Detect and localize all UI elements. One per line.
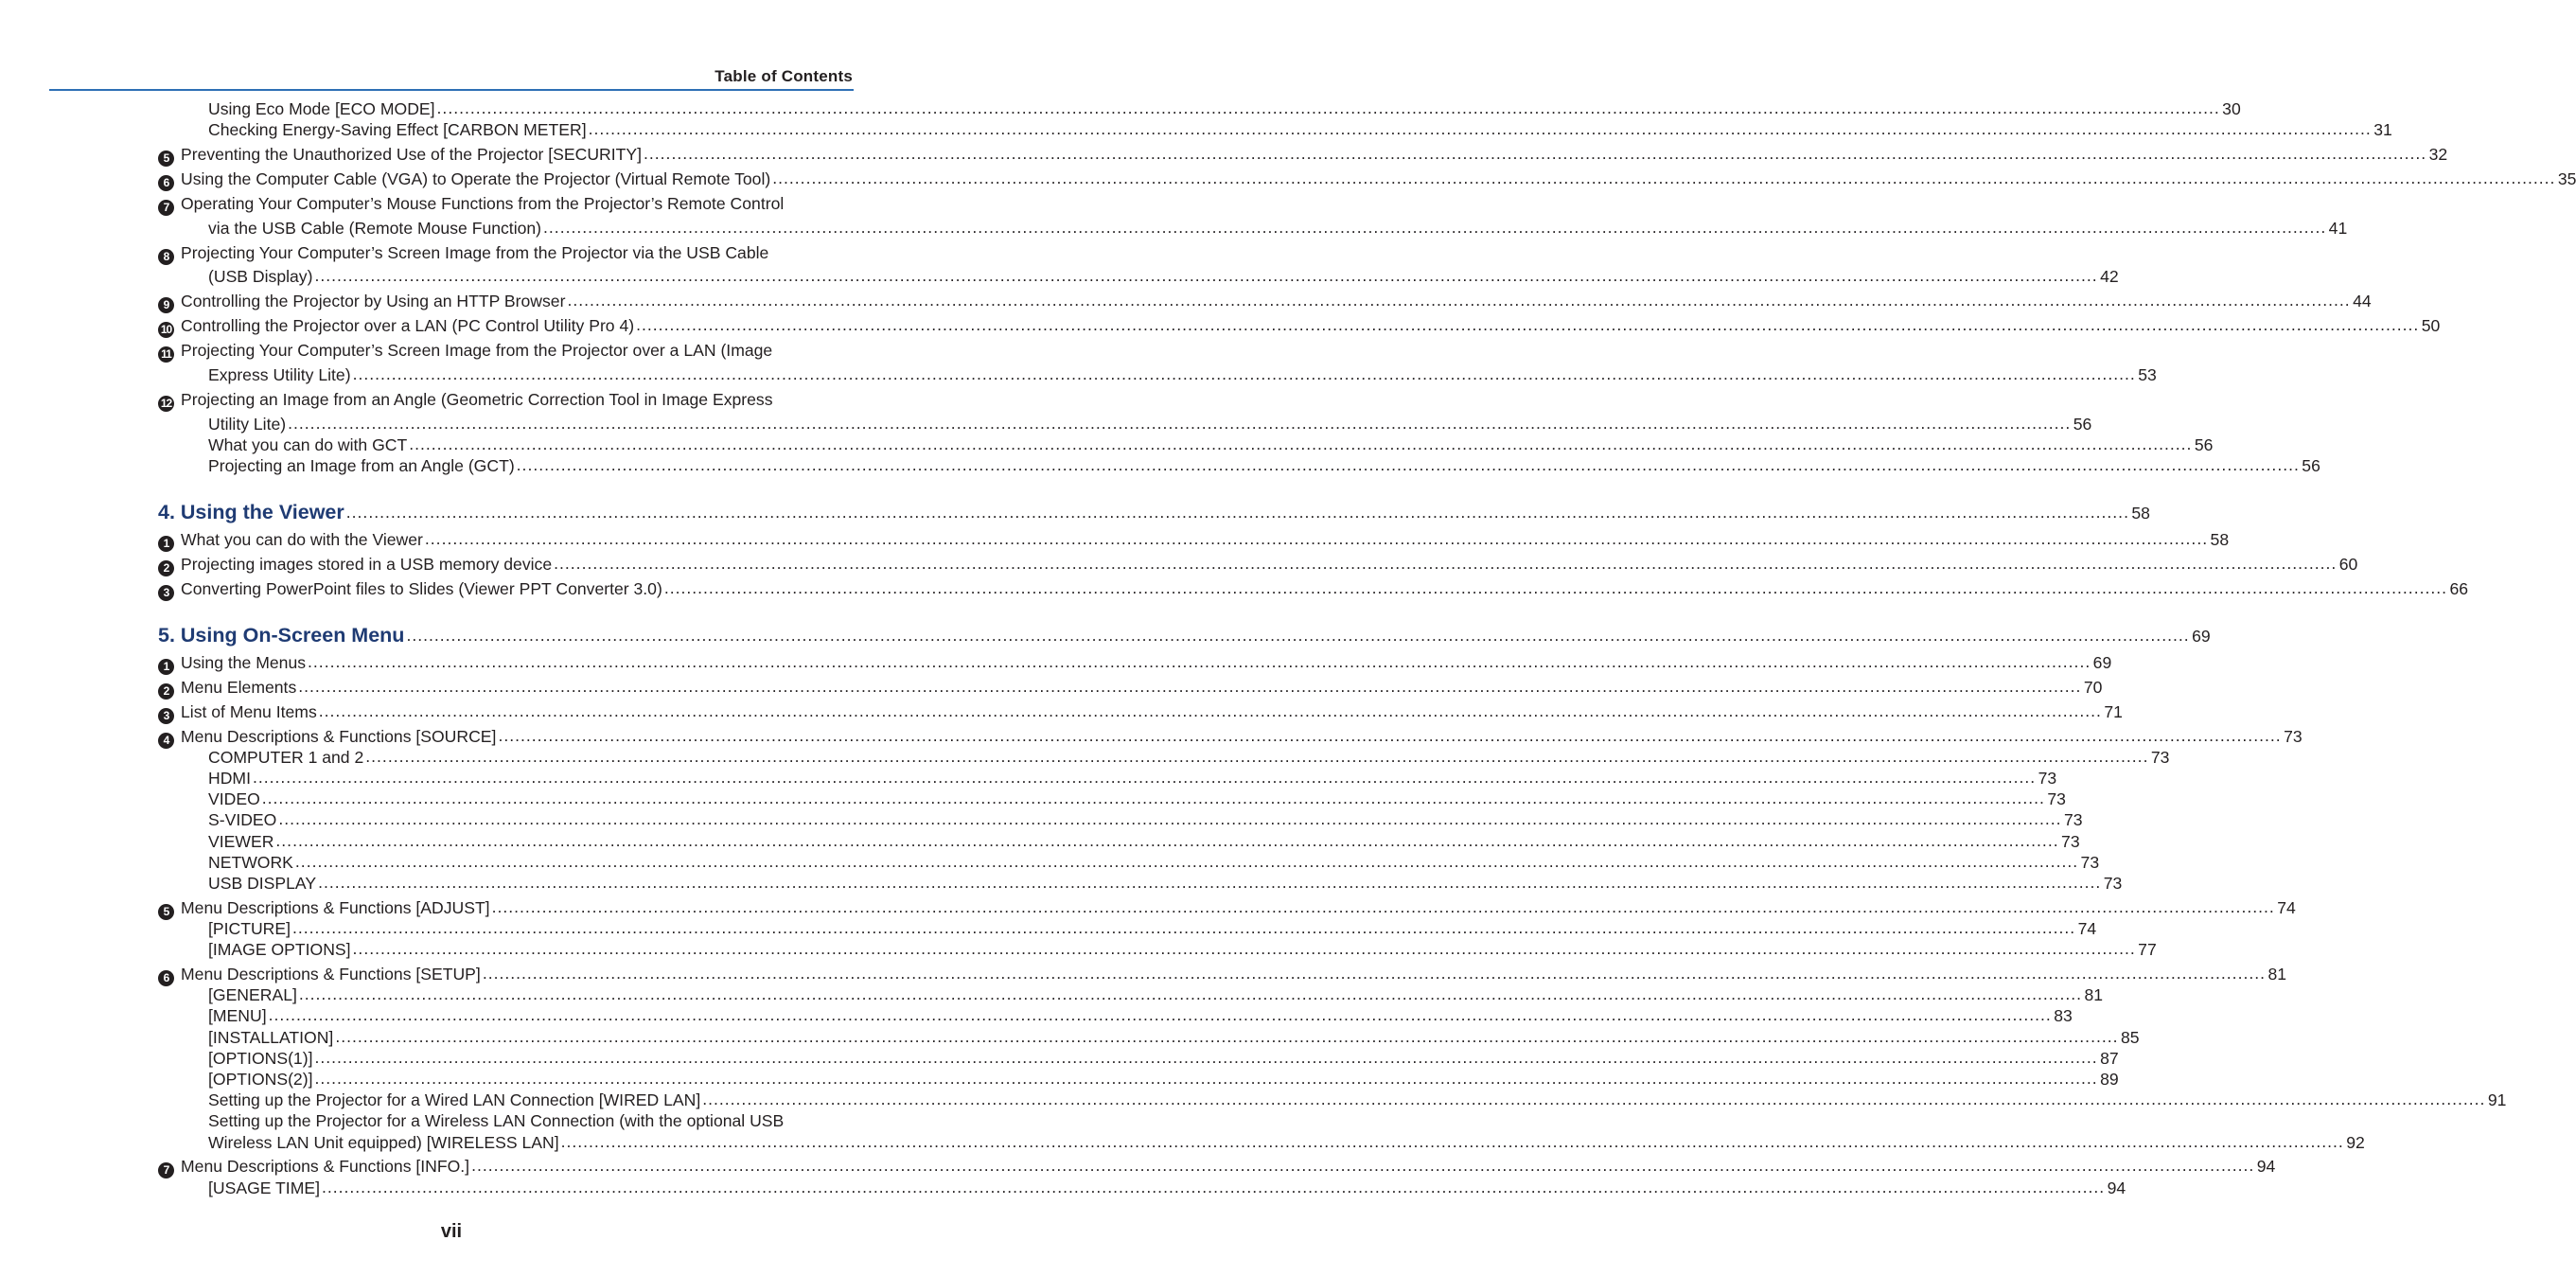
page-ref: 42 [2100, 267, 2119, 286]
toc-entry[interactable] [208, 218, 2348, 239]
entry-title: (USB Display) [208, 267, 313, 286]
entry-title: NETWORK [208, 853, 293, 872]
entry-title: Setting up the Projector for a Wired LAN Connection [WIRED LAN] [208, 1090, 701, 1109]
entry-title: Using the Menus [181, 653, 307, 672]
toc-entry[interactable] [208, 747, 2170, 768]
dot-leader [483, 963, 2266, 984]
number-bullet-icon [158, 701, 181, 724]
dot-leader [561, 1131, 2344, 1152]
page-ref: 83 [2054, 1006, 2073, 1025]
bullet-number: 11 [158, 346, 174, 363]
dot-leader [353, 938, 2136, 959]
entry-title: Controlling the Projector by Using an HTTP Browser [181, 292, 566, 310]
dot-leader [492, 896, 2275, 917]
page-ref: 60 [2338, 555, 2358, 574]
page-ref: 50 [2421, 316, 2441, 335]
toc-entry[interactable] [208, 852, 2100, 873]
bullet-number: 10 [158, 322, 174, 338]
number-bullet-icon [158, 652, 181, 675]
entry-title: [MENU] [208, 1006, 267, 1025]
toc-entry[interactable] [158, 193, 852, 216]
page-ref: 81 [2084, 985, 2104, 1004]
toc-entry[interactable] [208, 1069, 2119, 1090]
bullet-number: 4 [158, 733, 174, 749]
toc-entry[interactable] [158, 578, 2469, 601]
page-ref: 73 [2284, 727, 2303, 746]
dot-leader [292, 917, 2075, 938]
entry-title: VIEWER [208, 832, 274, 851]
dot-leader [664, 577, 2447, 598]
entry-title: What you can do with GCT [208, 435, 408, 454]
header-title: Table of Contents [715, 67, 853, 85]
toc-entry[interactable] [158, 624, 2211, 647]
entry-title: Projecting Your Computer’s Screen Image from the Projector over a LAN (Image [181, 341, 773, 360]
toc-entry[interactable] [208, 1005, 2073, 1026]
dot-leader [314, 1047, 2097, 1068]
toc-entry[interactable] [158, 242, 852, 265]
toc-entry[interactable] [158, 291, 2372, 313]
number-bullet-icon [158, 340, 181, 363]
dot-leader [319, 700, 2102, 721]
entry-title: Projecting images stored in a USB memory device [181, 555, 553, 574]
toc-entry[interactable] [158, 315, 2441, 338]
bullet-number: 6 [158, 175, 174, 191]
toc-entry[interactable] [158, 554, 2358, 576]
dot-leader [295, 851, 2078, 872]
toc-entry[interactable] [208, 831, 2080, 852]
number-bullet-icon [158, 144, 181, 167]
bullet-number: 8 [158, 249, 174, 265]
bullet-number: 3 [158, 708, 174, 724]
entry-title: Menu Elements [181, 678, 297, 697]
number-bullet-icon [158, 315, 181, 338]
bullet-number: 12 [158, 396, 174, 412]
entry-title: Menu Descriptions & Functions [SETUP] [181, 965, 481, 984]
page-ref: 58 [2210, 530, 2230, 549]
page-ref: 53 [2138, 365, 2157, 384]
entry-title: Operating Your Computer’s Mouse Functions from the Projector’s Remote Control [181, 194, 785, 213]
page-ref: 31 [2373, 120, 2392, 139]
page-ref: 41 [2328, 219, 2348, 238]
number-bullet-icon [158, 964, 181, 986]
bullet-number: 6 [158, 970, 174, 986]
dot-leader [644, 143, 2426, 164]
toc-entry[interactable] [208, 1090, 2507, 1110]
page-ref: 73 [2150, 748, 2170, 767]
dot-leader [471, 1155, 2254, 1176]
page-ref: 73 [2061, 832, 2080, 851]
entry-title: [OPTIONS(1)] [208, 1049, 313, 1068]
toc-entry[interactable] [208, 873, 2123, 894]
page-ref: 69 [2192, 627, 2211, 646]
dot-leader [298, 676, 2081, 697]
entry-title: Converting PowerPoint files to Slides (Viewer PPT Converter 3.0) [181, 579, 662, 598]
page-ref: 69 [2092, 653, 2112, 672]
number-bullet-icon [158, 168, 181, 191]
dot-leader [702, 1089, 2485, 1109]
toc-entry[interactable] [208, 984, 2104, 1005]
page-ref: 73 [2038, 769, 2057, 788]
entry-title: [GENERAL] [208, 985, 297, 1004]
page-ref: 66 [2449, 579, 2469, 598]
toc-entry[interactable] [208, 768, 2057, 789]
entry-title: [INSTALLATION] [208, 1028, 334, 1047]
toc-entry[interactable] [208, 119, 2392, 140]
page-ref: 70 [2083, 678, 2103, 697]
dot-leader [314, 1068, 2097, 1089]
dot-leader [318, 872, 2101, 893]
dot-leader [589, 118, 2372, 139]
dot-leader [543, 217, 2326, 238]
number-bullet-icon [158, 529, 181, 552]
toc-entry[interactable] [208, 1110, 852, 1131]
dot-leader [353, 363, 2136, 384]
dot-leader [517, 454, 2300, 475]
page-ref: 81 [2267, 965, 2287, 984]
entry-title: Utility Lite) [208, 415, 287, 434]
entry-title: via the USB Cable (Remote Mouse Function) [208, 219, 542, 238]
toc-entry[interactable] [158, 1156, 2276, 1179]
toc-entry[interactable] [208, 1027, 2140, 1048]
dot-leader [409, 434, 2192, 454]
entry-title: Projecting an Image from an Angle (GCT) [208, 456, 515, 475]
page-ref: 71 [2104, 702, 2123, 721]
toc-entry[interactable] [208, 414, 2092, 434]
entry-title: Menu Descriptions & Functions [INFO.] [181, 1157, 470, 1176]
number-bullet-icon [158, 193, 181, 216]
toc-entry[interactable] [208, 939, 2157, 960]
dot-leader [278, 808, 2061, 829]
entry-title: Wireless LAN Unit equipped) [WIRELESS LAN] [208, 1133, 559, 1152]
toc-entry[interactable] [158, 389, 852, 412]
entry-title: Menu Descriptions & Functions [ADJUST] [181, 898, 490, 917]
entry-title: Preventing the Unauthorized Use of the Projector [SECURITY] [181, 145, 642, 164]
dot-leader [269, 1004, 2052, 1025]
dot-leader [772, 168, 2555, 188]
chapter-title: 4. Using the Viewer [158, 501, 344, 523]
toc-entry[interactable] [158, 168, 2576, 191]
page-ref: 94 [2107, 1179, 2126, 1197]
entry-title: Checking Energy-Saving Effect [CARBON METER] [208, 120, 587, 139]
dot-leader [314, 265, 2097, 286]
entry-title: Projecting Your Computer’s Screen Image from the Projector via the USB Cable [181, 243, 769, 262]
toc-entry[interactable] [208, 918, 2097, 939]
number-bullet-icon [158, 578, 181, 601]
bullet-number: 9 [158, 297, 174, 313]
entry-title: [IMAGE OPTIONS] [208, 940, 351, 959]
number-bullet-icon [158, 389, 181, 412]
toc-entry[interactable] [208, 1178, 2126, 1198]
bullet-number: 1 [158, 536, 174, 552]
page-ref: 56 [2073, 415, 2092, 434]
toc-entry[interactable] [158, 340, 852, 363]
dot-leader [498, 725, 2281, 746]
entry-title: Using the Computer Cable (VGA) to Operate the Projector (Virtual Remote Tool) [181, 169, 771, 188]
entry-title: S-VIDEO [208, 810, 277, 829]
page-ref: 30 [2222, 99, 2241, 118]
number-bullet-icon [158, 554, 181, 576]
entry-title: [OPTIONS(2)] [208, 1070, 313, 1089]
page-ref: 73 [2063, 810, 2083, 829]
entry-title: USB DISPLAY [208, 874, 317, 893]
entry-title: Projecting an Image from an Angle (Geometric Correction Tool in Image Express [181, 390, 773, 409]
dot-leader [322, 1177, 2105, 1197]
toc-entry[interactable] [208, 455, 2320, 476]
page-ref: 89 [2100, 1070, 2119, 1089]
dot-leader [275, 830, 2058, 851]
entry-title: Controlling the Projector over a LAN (PC Control Utility Pro 4) [181, 316, 635, 335]
entry-title: [USAGE TIME] [208, 1179, 320, 1197]
bullet-number: 7 [158, 200, 174, 216]
page-ref: 74 [2077, 919, 2097, 938]
number-bullet-icon [158, 677, 181, 700]
page-ref: 73 [2047, 789, 2066, 808]
toc-entry[interactable] [158, 701, 2123, 724]
toc-entry[interactable] [208, 98, 2241, 119]
chapter-title: 5. Using On-Screen Menu [158, 624, 405, 647]
page-ref: 44 [2353, 292, 2372, 310]
toc-entry[interactable] [158, 501, 2150, 523]
dot-leader [346, 502, 2129, 523]
toc-entry[interactable] [208, 789, 2066, 809]
bullet-number: 5 [158, 904, 174, 920]
page-ref: 73 [2080, 853, 2100, 872]
bullet-number: 2 [158, 683, 174, 700]
dot-leader [425, 528, 2208, 549]
page-ref: 73 [2103, 874, 2123, 893]
toc-entry[interactable] [208, 364, 2157, 385]
number-bullet-icon [158, 1156, 181, 1179]
toc-entry[interactable] [158, 652, 2112, 675]
dot-leader [554, 553, 2337, 574]
entry-title: COMPUTER 1 and 2 [208, 748, 364, 767]
page-ref: 77 [2138, 940, 2157, 959]
page-ref: 91 [2487, 1090, 2507, 1109]
dot-leader [262, 788, 2045, 808]
bullet-number: 5 [158, 151, 174, 167]
dot-leader [299, 984, 2082, 1004]
toc-entry[interactable] [208, 266, 2119, 287]
page-ref: 87 [2100, 1049, 2119, 1068]
dot-leader [567, 290, 2350, 310]
page-ref: 58 [2131, 504, 2150, 523]
page-number: vii [440, 1221, 463, 1242]
bullet-number: 7 [158, 1162, 174, 1179]
dot-leader [253, 767, 2036, 788]
entry-title: HDMI [208, 769, 251, 788]
page-ref: 56 [2194, 435, 2214, 454]
toc-entry[interactable] [208, 809, 2083, 830]
dot-leader [437, 97, 2220, 118]
entry-title: List of Menu Items [181, 702, 317, 721]
page-ref: 32 [2428, 145, 2448, 164]
entry-title: Using Eco Mode [ECO MODE] [208, 99, 435, 118]
bullet-number: 3 [158, 585, 174, 601]
dot-leader [288, 413, 2071, 434]
bullet-number: 1 [158, 659, 174, 675]
page-ref: 35 [2557, 169, 2576, 188]
toc-entry[interactable] [158, 144, 2448, 167]
number-bullet-icon [158, 726, 181, 749]
dot-leader [308, 651, 2091, 672]
bullet-number: 2 [158, 560, 174, 576]
dot-leader [636, 314, 2419, 335]
number-bullet-icon [158, 897, 181, 920]
dot-leader [406, 625, 2189, 646]
dot-leader [335, 1026, 2118, 1047]
page-ref: 74 [2277, 898, 2296, 917]
number-bullet-icon [158, 242, 181, 265]
entry-title: Menu Descriptions & Functions [SOURCE] [181, 727, 497, 746]
toc-entry[interactable] [208, 1048, 2119, 1069]
entry-title: [PICTURE] [208, 919, 291, 938]
entry-title: Express Utility Lite) [208, 365, 351, 384]
page-ref: 92 [2346, 1133, 2365, 1152]
entry-title: Setting up the Projector for a Wireless LAN Connection (with the optional USB [208, 1111, 785, 1130]
dot-leader [365, 746, 2148, 767]
entry-title: What you can do with the Viewer [181, 530, 423, 549]
number-bullet-icon [158, 291, 181, 313]
page-ref: 56 [2302, 456, 2320, 475]
entry-title: VIDEO [208, 789, 260, 808]
page-ref: 94 [2256, 1157, 2276, 1176]
toc-entry[interactable] [208, 434, 2214, 455]
page-ref: 85 [2120, 1028, 2140, 1047]
toc-entry[interactable] [158, 677, 2103, 700]
toc-entry[interactable] [158, 529, 2230, 552]
toc-entry[interactable] [208, 1132, 2365, 1153]
